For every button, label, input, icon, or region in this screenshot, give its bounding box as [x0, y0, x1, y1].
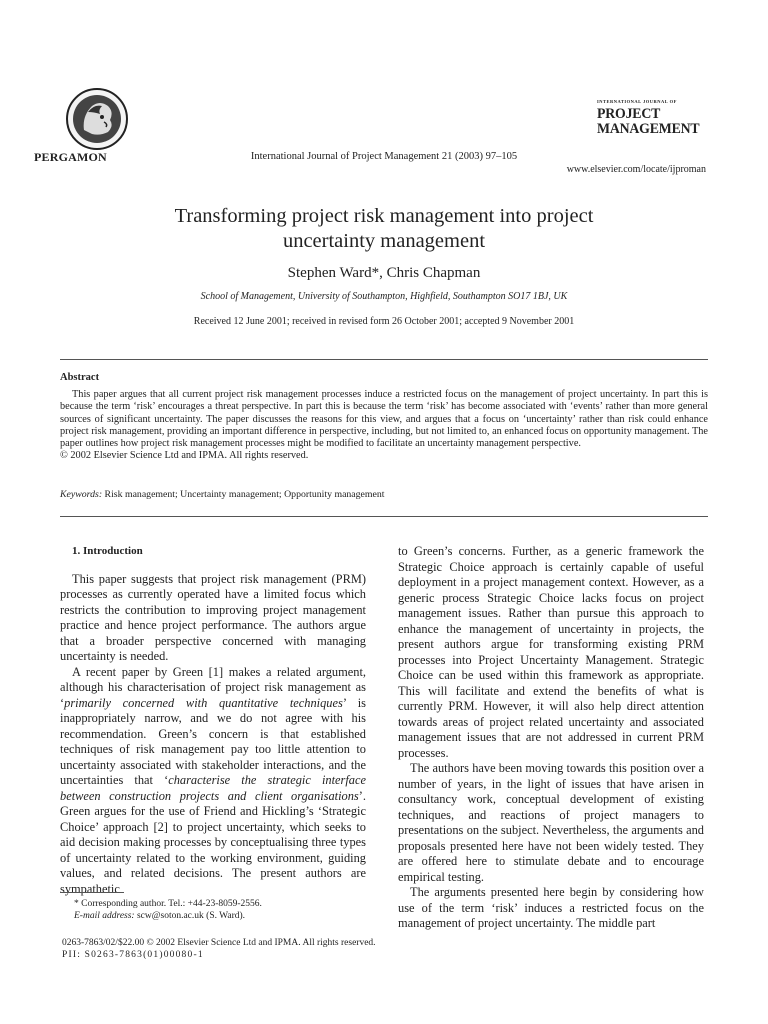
- author-affiliation: School of Management, University of Southampton, Highfield, Southampton SO17 1BJ, UK: [200, 291, 568, 302]
- paragraph: A recent paper by Green [1] makes a related argument, although his characterisation of project risk management as ‘primarily concerned with quantitative techniques’ is inappropriately narrow, and we do not agree with his recommendation. Green’s concern is that established techniques of risk management pay too little attention to uncertainty associated with stakeholder interactions, and the uncertainties that ‘characterise the strategic interface between construction projects and client organisations’. Green argues for the use of Friend and Hickling’s ‘Strategic Choice’ approach [2] to project uncertainty, which seeks to aid decision making processes by conceptualising three types of uncertainty related to the working environment, guiding values, and related decisions. The present authors are sympathetic: [60, 664, 366, 896]
- journal-url: www.elsevier.com/locate/ijproman: [566, 164, 706, 175]
- keywords-line: [60, 489, 385, 500]
- divider-top: [60, 359, 708, 360]
- paragraph: The arguments presented here begin by considering how use of the term ‘risk’ induces a restricted focus on the management of project uncertainty. The middle part: [398, 885, 704, 930]
- publisher-logo-emblem: [64, 86, 130, 152]
- article-title-line1: Transforming project risk management into project: [174, 205, 594, 227]
- abstract-copyright: © 2002 Elsevier Science Ltd and IPMA. All rights reserved.: [60, 450, 309, 462]
- footer-pii: PII: S0263-7863(01)00080-1: [62, 950, 204, 960]
- journal-reference: International Journal of Project Management 21 (2003) 97–105: [250, 151, 518, 162]
- publisher-name: PERGAMON: [34, 150, 107, 164]
- body-column-right: [398, 544, 704, 932]
- section-heading: 1. Introduction: [72, 545, 143, 557]
- abstract-body: [60, 389, 708, 463]
- journal-masthead-line1: PROJECT: [597, 105, 661, 122]
- journal-masthead-small: INTERNATIONAL JOURNAL OF: [597, 99, 677, 104]
- abstract-heading: Abstract: [60, 372, 100, 383]
- abstract-text: This paper argues that all current project risk management processes induce a restricted focus on the management of project uncertainty. In part this is because the term ‘risk’ encourages a threat perspective. In part this is because the term ‘risk’ has become associated with ‘events’ rather than more general sources of significant uncertainty. The paper discusses the reasons for this view, and argues that a focus on ‘uncertainty’ rather than risk could enhance project risk management, providing an important difference in perspective, including, but not limited to, an enhanced focus on opportunity management. The paper outlines how project risk management processes might be modified to facilitate an uncertainty management perspective.: [60, 389, 708, 450]
- footnote: [62, 898, 262, 922]
- footnote-rule: [60, 892, 124, 893]
- body-column-left: [60, 544, 366, 897]
- footnote-email: E-mail address: scw@soton.ac.uk (S. Ward).: [74, 911, 246, 921]
- received-dates: Received 12 June 2001; received in revised form 26 October 2001; accepted 9 November 2001: [193, 316, 575, 327]
- footer-issn: 0263-7863/02/$22.00 © 2002 Elsevier Science Ltd and IPMA. All rights reserved.: [62, 938, 376, 948]
- article-title: [0, 204, 768, 254]
- journal-masthead: [597, 100, 708, 137]
- page-footer: [62, 937, 376, 961]
- article-title-line2: uncertainty management: [282, 230, 486, 252]
- keywords-list: Risk management; Uncertainty management; Opportunity management: [104, 489, 385, 500]
- footnote-corresponding: * Corresponding author. Tel.: +44-23-8059-2556.: [74, 899, 262, 909]
- divider-bottom: [60, 516, 708, 517]
- journal-masthead-line2: MANAGEMENT: [597, 120, 700, 137]
- article-authors: Stephen Ward*, Chris Chapman: [287, 265, 481, 281]
- paragraph: This paper suggests that project risk management (PRM) processes as currently operated have a limited focus which restricts the contribution to improving project management practice and hence project performance. The authors argue that a broader perspective concerned with managing uncertainty is needed.: [60, 571, 366, 663]
- paragraph: The authors have been moving towards this position over a number of years, in the light of issues that have arisen in consultancy work, conceptual development of existing techniques, and reactions of project managers to presentations on the subject. Nevertheless, the arguments and proposals presented here have not been widely tested. They are offered here to stimulate debate and to encourage empirical testing.: [398, 761, 704, 884]
- keywords-label: Keywords:: [60, 489, 103, 500]
- paragraph: to Green’s concerns. Further, as a generic framework the Strategic Choice approach is certainly capable of useful deployment in a project management context. However, as a generic process Strategic Choice lacks focus on project management issues. Rather than pursue this approach to enhance the management of uncertainty in projects, the present authors argue for transforming existing PRM processes into Project Uncertainty Management. Strategic Choice can be used within this framework as appropriate. This will facilitate and extend the benefits of what is currently PRM. However, it will also help direct attention towards areas of project related uncertainty and associated management issues that are not addressed in current PRM processes.: [398, 544, 704, 760]
